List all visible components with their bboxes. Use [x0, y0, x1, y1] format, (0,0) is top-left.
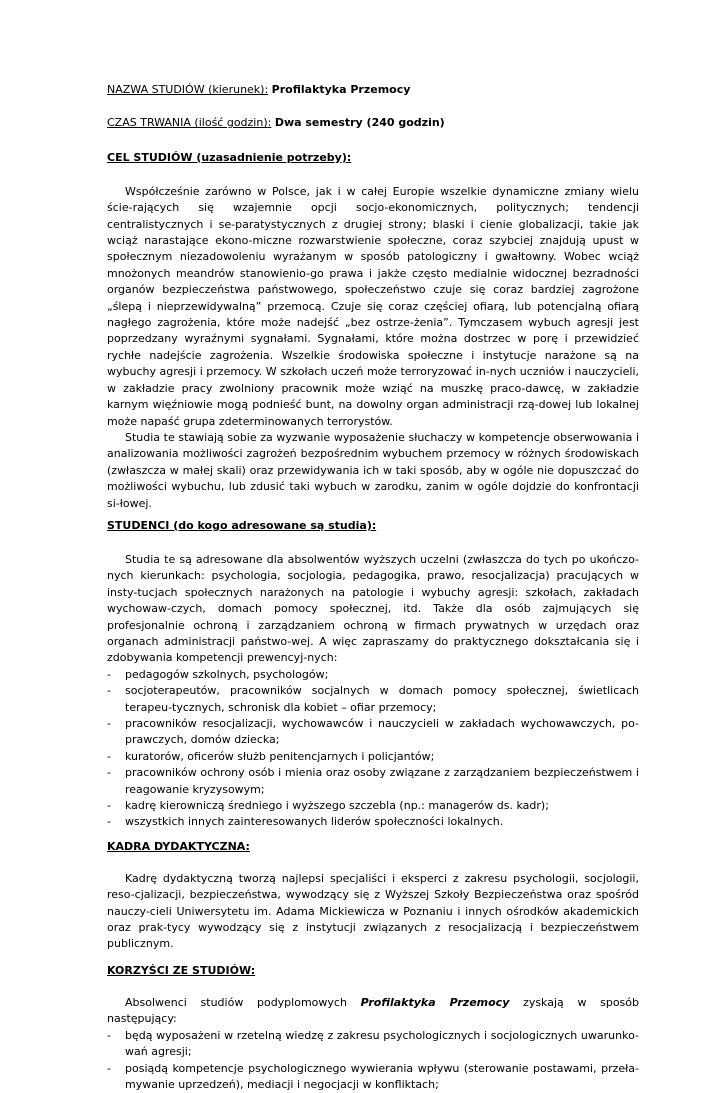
cel-paragraph-1: Współcześnie zarówno w Polsce, jak i w całej Europie wszelkie dynamiczne zmiany wielu ście-rających się wzajemnie opcji socjo-ekonomicznych, politycznych; tendencji centralistycznych i se-paratystycznych z drugiej strony; blaski i cienie globalizacji, takie jak wciąż narastające ekono-miczne rozwarstwienie społeczne, coraz szybciej znajdują upust w społecznym niezadowoleniu wyrażanym w sposób patologiczny i gwałtowny. Wobec wciąż mnożonych meandrów stanowienio-go prawa i jakże często medialnie widocznej bezradności organów bezpieczeństwa państwowego, społeczeństwo czuje się coraz bardziej zagrożone „ślepą i nieprzewidywalną” przemocą. Czuje się coraz częściej ofiarą, lub potencjalną ofiarą nagłego zagrożenia, które może nadejść „bez ostrze-żenia”. Tymczasem wybuch agresji jest poprzedzany wyraźnymi sygnałami. Sygnałami, które można dostrzec w porę i przewidzieć rychłe nadejście zagrożenia. Wszelkie środowiska społeczne i instytucje narażone są na wybuchy agresji i przemocy. W szkołach uczeń może terroryzować in-nych uczniów i nauczycieli, w zakładzie pracy zwolniony pracownik może wziąć na muszkę praco-dawcę, w zakładzie karnym więźniowie mogą podnieść bunt, na dowolny organ administracji rzą-dowej lub lokalnej może napaść grupa zdeterminowanych terrorystów.	[107, 184, 639, 430]
section-heading-cel: CEL STUDIÓW (uzasadnienie potrzeby):	[107, 150, 639, 166]
list-item: - socjoterapeutów, pracowników socjalnych w domach pomocy społecznej, świetlicach terapeu-tycznych, schronisk dla kobiet – ofiar przemocy;	[107, 683, 639, 716]
kadra-paragraph: Kadrę dydaktyczną tworzą najlepsi specjaliści i eksperci z zakresu psychologii, socjologii, reso-cjalizacji, bezpieczeństwa, wywodzący się z Wyższej Szkoły Bezpieczeństwa oraz spośród nauczy-cieli Uniwersytetu im. Adama Mickiewicza w Poznaniu i innych ośrodków akademickich oraz prak-tycy wywodzący się z instytucji związanych z resocjalizacją i bezpieczeństwem publicznym.	[107, 871, 639, 953]
course-name-line	[107, 82, 639, 98]
list-item: - pedagogów szkolnych, psychologów;	[107, 667, 639, 683]
list-item: - wszystkich innych zainteresowanych liderów społeczności lokalnych.	[107, 814, 639, 830]
section-heading-studenci: STUDENCI (do kogo adresowane są studia):	[107, 518, 639, 534]
section-heading-kadra: KADRA DYDAKTYCZNA:	[107, 839, 639, 855]
korzysci-intro-post: zyskają w sposób następujący:	[107, 996, 639, 1025]
document-content	[107, 82, 639, 1093]
korzysci-intro-pre: Absolwenci studiów podyplomowych	[125, 996, 361, 1009]
list-item: - kuratorów, oficerów służb penitencjarnych i policjantów;	[107, 749, 639, 765]
korzysci-list	[107, 1028, 639, 1093]
studenci-list	[107, 667, 639, 831]
course-name-label: NAZWA STUDIÓW (kierunek):	[107, 83, 268, 96]
duration-line	[107, 115, 639, 131]
studenci-intro: Studia te są adresowane dla absolwentów wyższych uczelni (zwłaszcza do tych po ukończo-nych kierunkach: psychologia, socjologia, pedagogika, prawo, resocjalizacja) pracujących w insty-tucjach społecznych narażonych na patologie i wybuchy agresji: szkołach, zakładach wychowaw-czych, domach pomocy społecznej, itd. Także dla osób zajmujących się profesjonalnie ochroną i zarządzaniem ochroną w firmach prywatnych w urzędach oraz organach administracji państwo-wej. A więc zapraszamy do praktycznego dokształcania się i zdobywania kompetencji prewencyj-nych:	[107, 552, 639, 667]
list-item: - pracowników resocjalizacji, wychowawców i nauczycieli w zakładach wychowawczych, po-prawczych, domów dziecka;	[107, 716, 639, 749]
list-item: - posiądą kompetencje psychologicznego wywierania wpływu (sterowanie postawami, przeła-mywanie uprzedzeń), mediacji i negocjacji w konfliktach;	[107, 1061, 639, 1093]
duration-value: Dwa semestry (240 godzin)	[275, 116, 445, 129]
cel-paragraph-2: Studia te stawiają sobie za wyzwanie wyposażenie słuchaczy w kompetencje obserwowania i analizowania możliwości zagrożeń bezpośrednim wybuchem przemocy w różnych środowiskach (zwłaszcza w małej skali) oraz przewidywania ich w taki sposób, aby w ogóle nie dopuszczać do możliwości wybuchu, lub zdusić taki wybuch w zarodku, zanim w ogóle dojdzie do konfrontacji si-łowej.	[107, 430, 639, 512]
korzysci-intro	[107, 995, 639, 1028]
section-heading-korzysci: KORZYŚCI ZE STUDIÓW:	[107, 963, 639, 979]
list-item: - pracowników ochrony osób i mienia oraz osoby związane z zarządzaniem bezpieczeństwem i reagowanie kryzysowym;	[107, 765, 639, 798]
list-item: - będą wyposażeni w rzetelną wiedzę z zakresu psychologicznych i socjologicznych uwarunko-wań agresji;	[107, 1028, 639, 1061]
course-name-value: Profilaktyka Przemocy	[272, 83, 411, 96]
duration-label: CZAS TRWANIA (ilość godzin):	[107, 116, 271, 129]
korzysci-intro-course: Profilaktyka Przemocy	[361, 996, 510, 1009]
list-item: - kadrę kierowniczą średniego i wyższego szczebla (np.: managerów ds. kadr);	[107, 798, 639, 814]
